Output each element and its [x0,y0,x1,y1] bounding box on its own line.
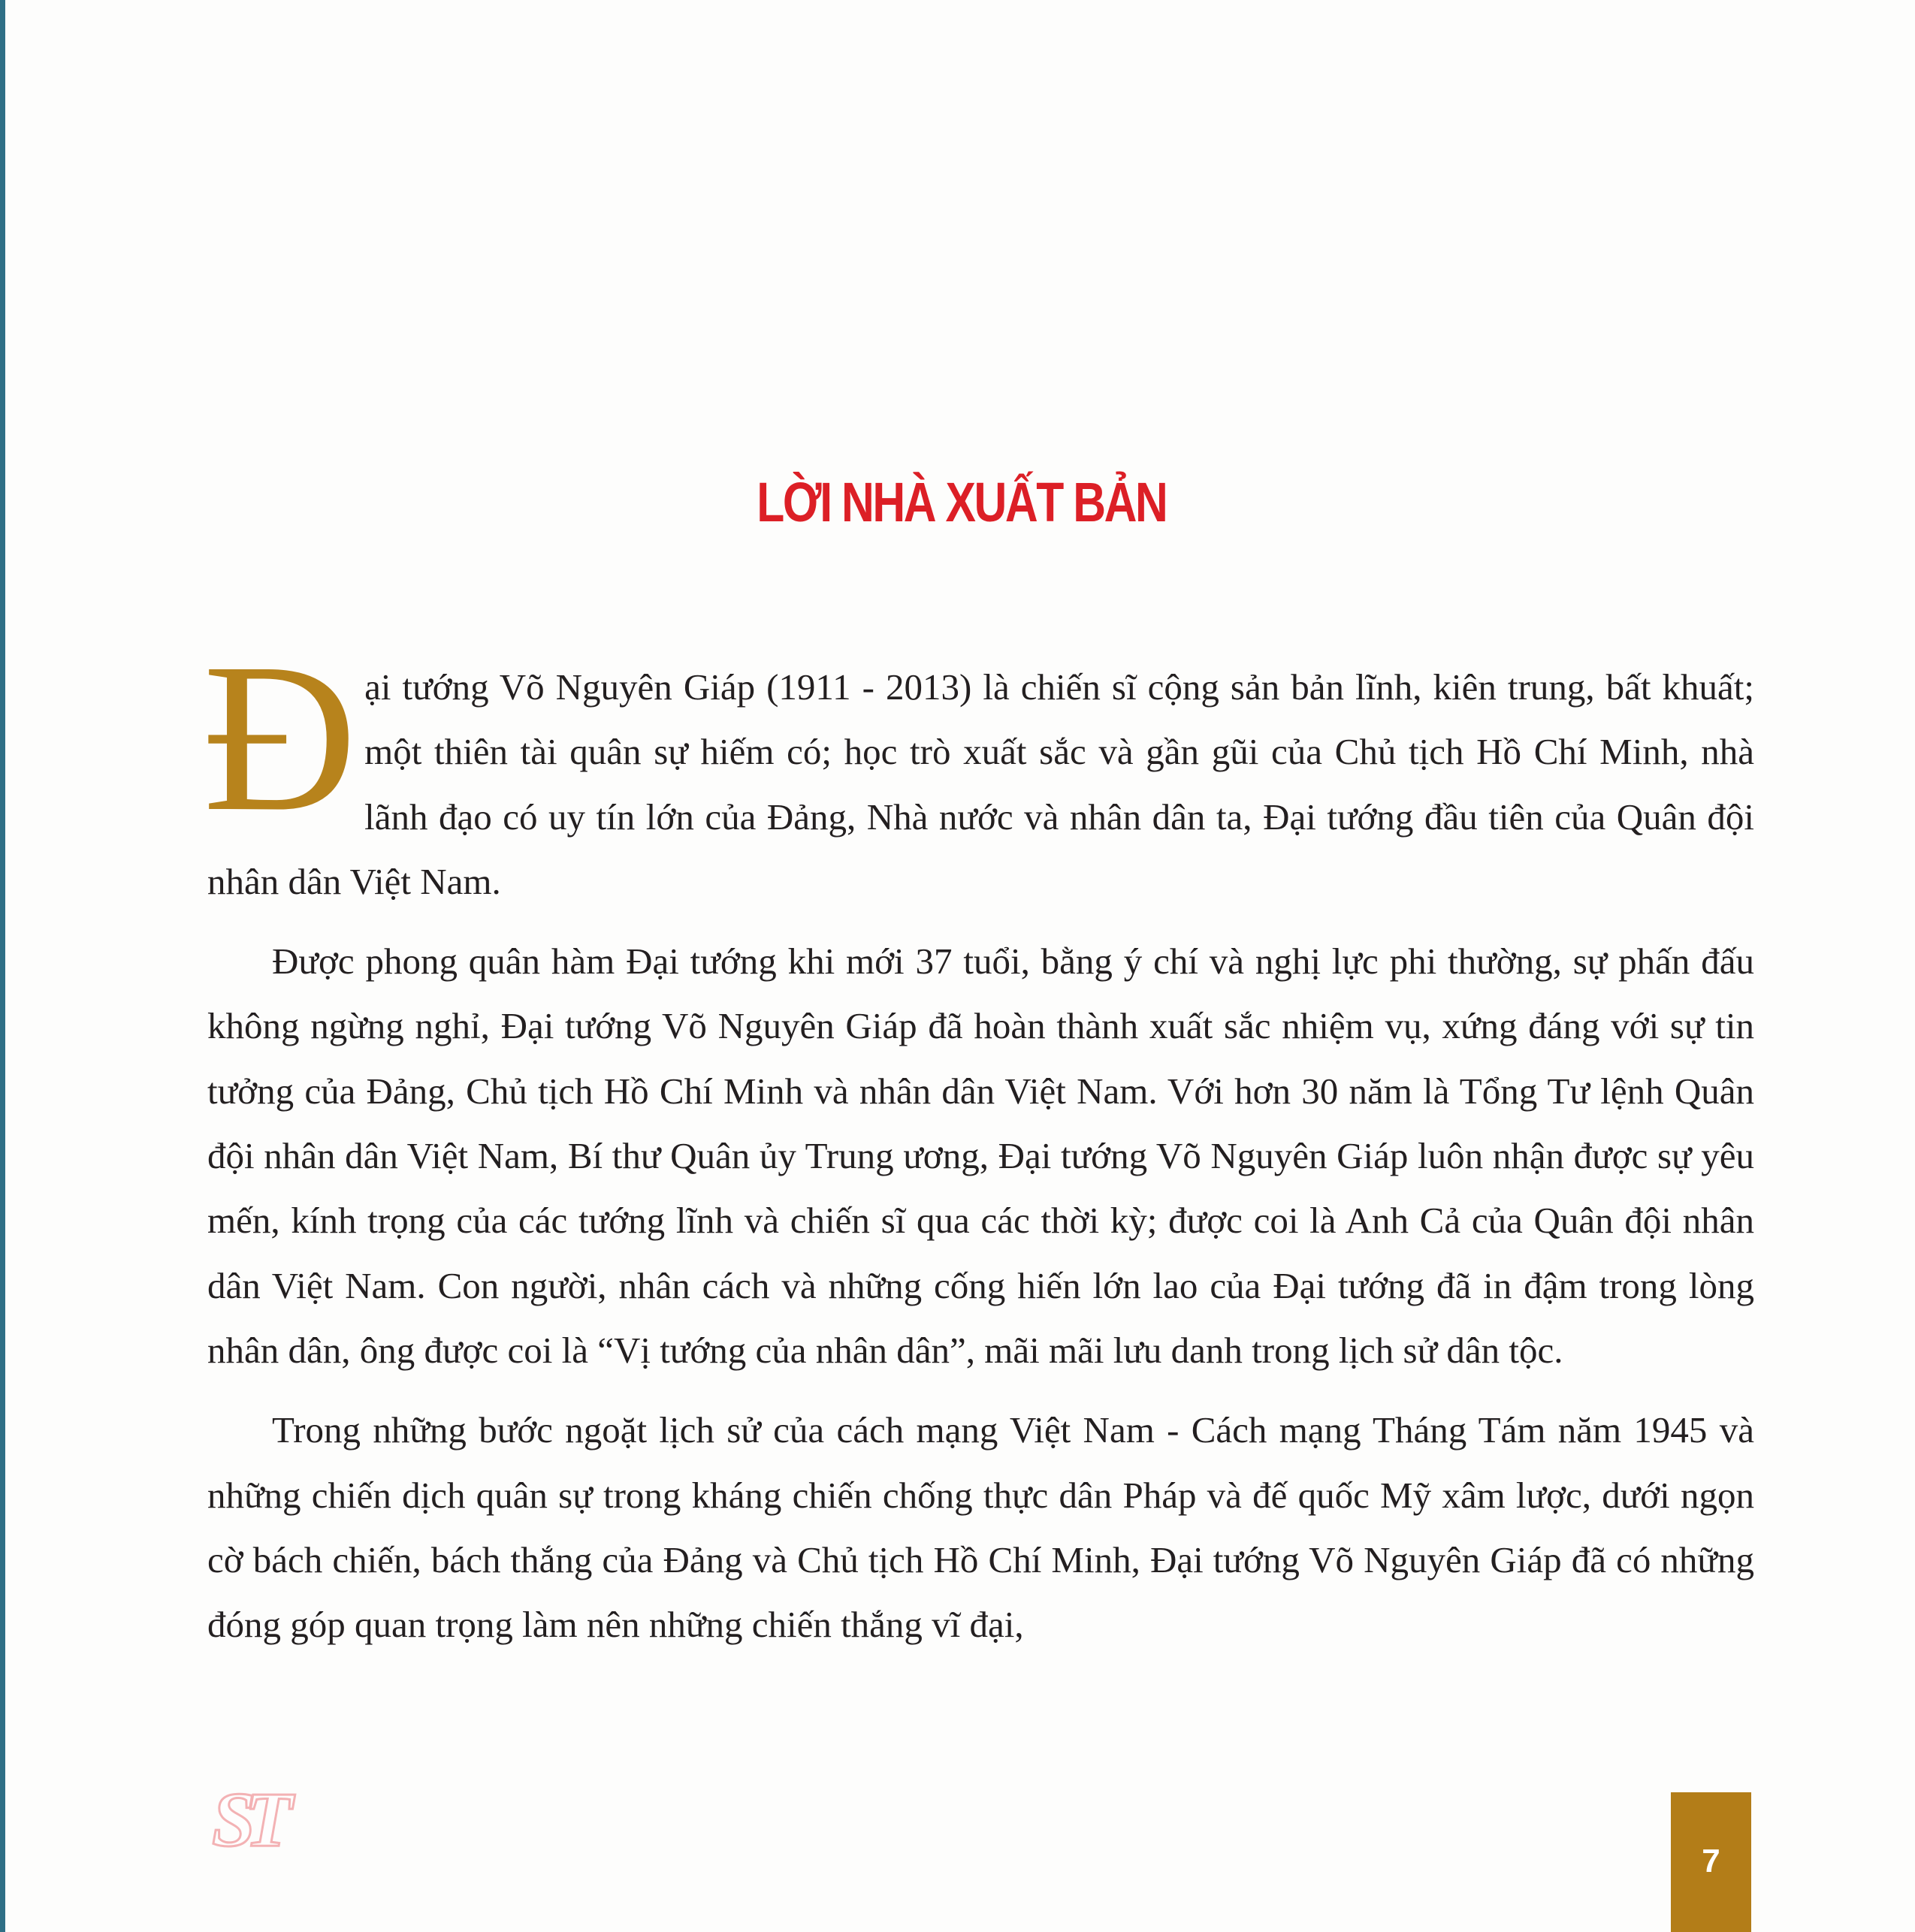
book-spine-edge [0,0,5,1932]
page-number: 7 [1702,1843,1720,1879]
body-text [203,620,1754,1657]
paragraph-1-text: ại tướng Võ Nguyên Giáp (1911 - 2013) là chiến sĩ cộng sản bản lĩnh, kiên trung, bất khuất; một thiên tài quân sự hiếm có; học trò xuất sắc và gần gũi của Chủ tịch Hồ Chí Minh, nhà lãnh đạo có uy tín lớn của Đảng, Nhà nước và nhân dân ta, Đại tướng đầu tiên của Quân đội nhân dân Việt Nam. [207,666,1754,902]
paragraph-1 [203,620,1754,914]
paragraph-3: Trong những bước ngoặt lịch sử của cách mạng Việt Nam - Cách mạng Tháng Tám năm 1945 và những chiến dịch quân sự trong kháng chiến chống thực dân Pháp và đế quốc Mỹ xâm lược, dưới ngọn cờ bách chiến, bách thắng của Đảng và Chủ tịch Hồ Chí Minh, Đại tướng Võ Nguyên Giáp đã có những đóng góp quan trọng làm nên những chiến thắng vĩ đại, [207,1409,1754,1646]
drop-cap-letter: Đ [203,620,358,856]
page-title: LỜI NHÀ XUẤT BẢN [757,471,1167,533]
paragraph-2: Được phong quân hàm Đại tướng khi mới 37 tuổi, bằng ý chí và nghị lực phi thường, sự phấn đấu không ngừng nghỉ, Đại tướng Võ Nguyên Giáp đã hoàn thành xuất sắc nhiệm vụ, xứng đáng với sự tin tưởng của Đảng, Chủ tịch Hồ Chí Minh và nhân dân Việt Nam. Với hơn 30 năm là Tổng Tư lệnh Quân đội nhân dân Việt Nam, Bí thư Quân ủy Trung ương, Đại tướng Võ Nguyên Giáp luôn nhận được sự yêu mến, kính trọng của các tướng lĩnh và chiến sĩ qua các thời kỳ; được coi là Anh Cả của Quân đội nhân dân Việt Nam. Con người, nhân cách và những cống hiến lớn lao của Đại tướng đã in đậm trong lòng nhân dân, ông được coi là “Vị tướng của nhân dân”, mãi mãi lưu danh trong lịch sử dân tộc. [207,940,1754,1371]
publisher-logo-watermark: ST [212,1777,282,1863]
